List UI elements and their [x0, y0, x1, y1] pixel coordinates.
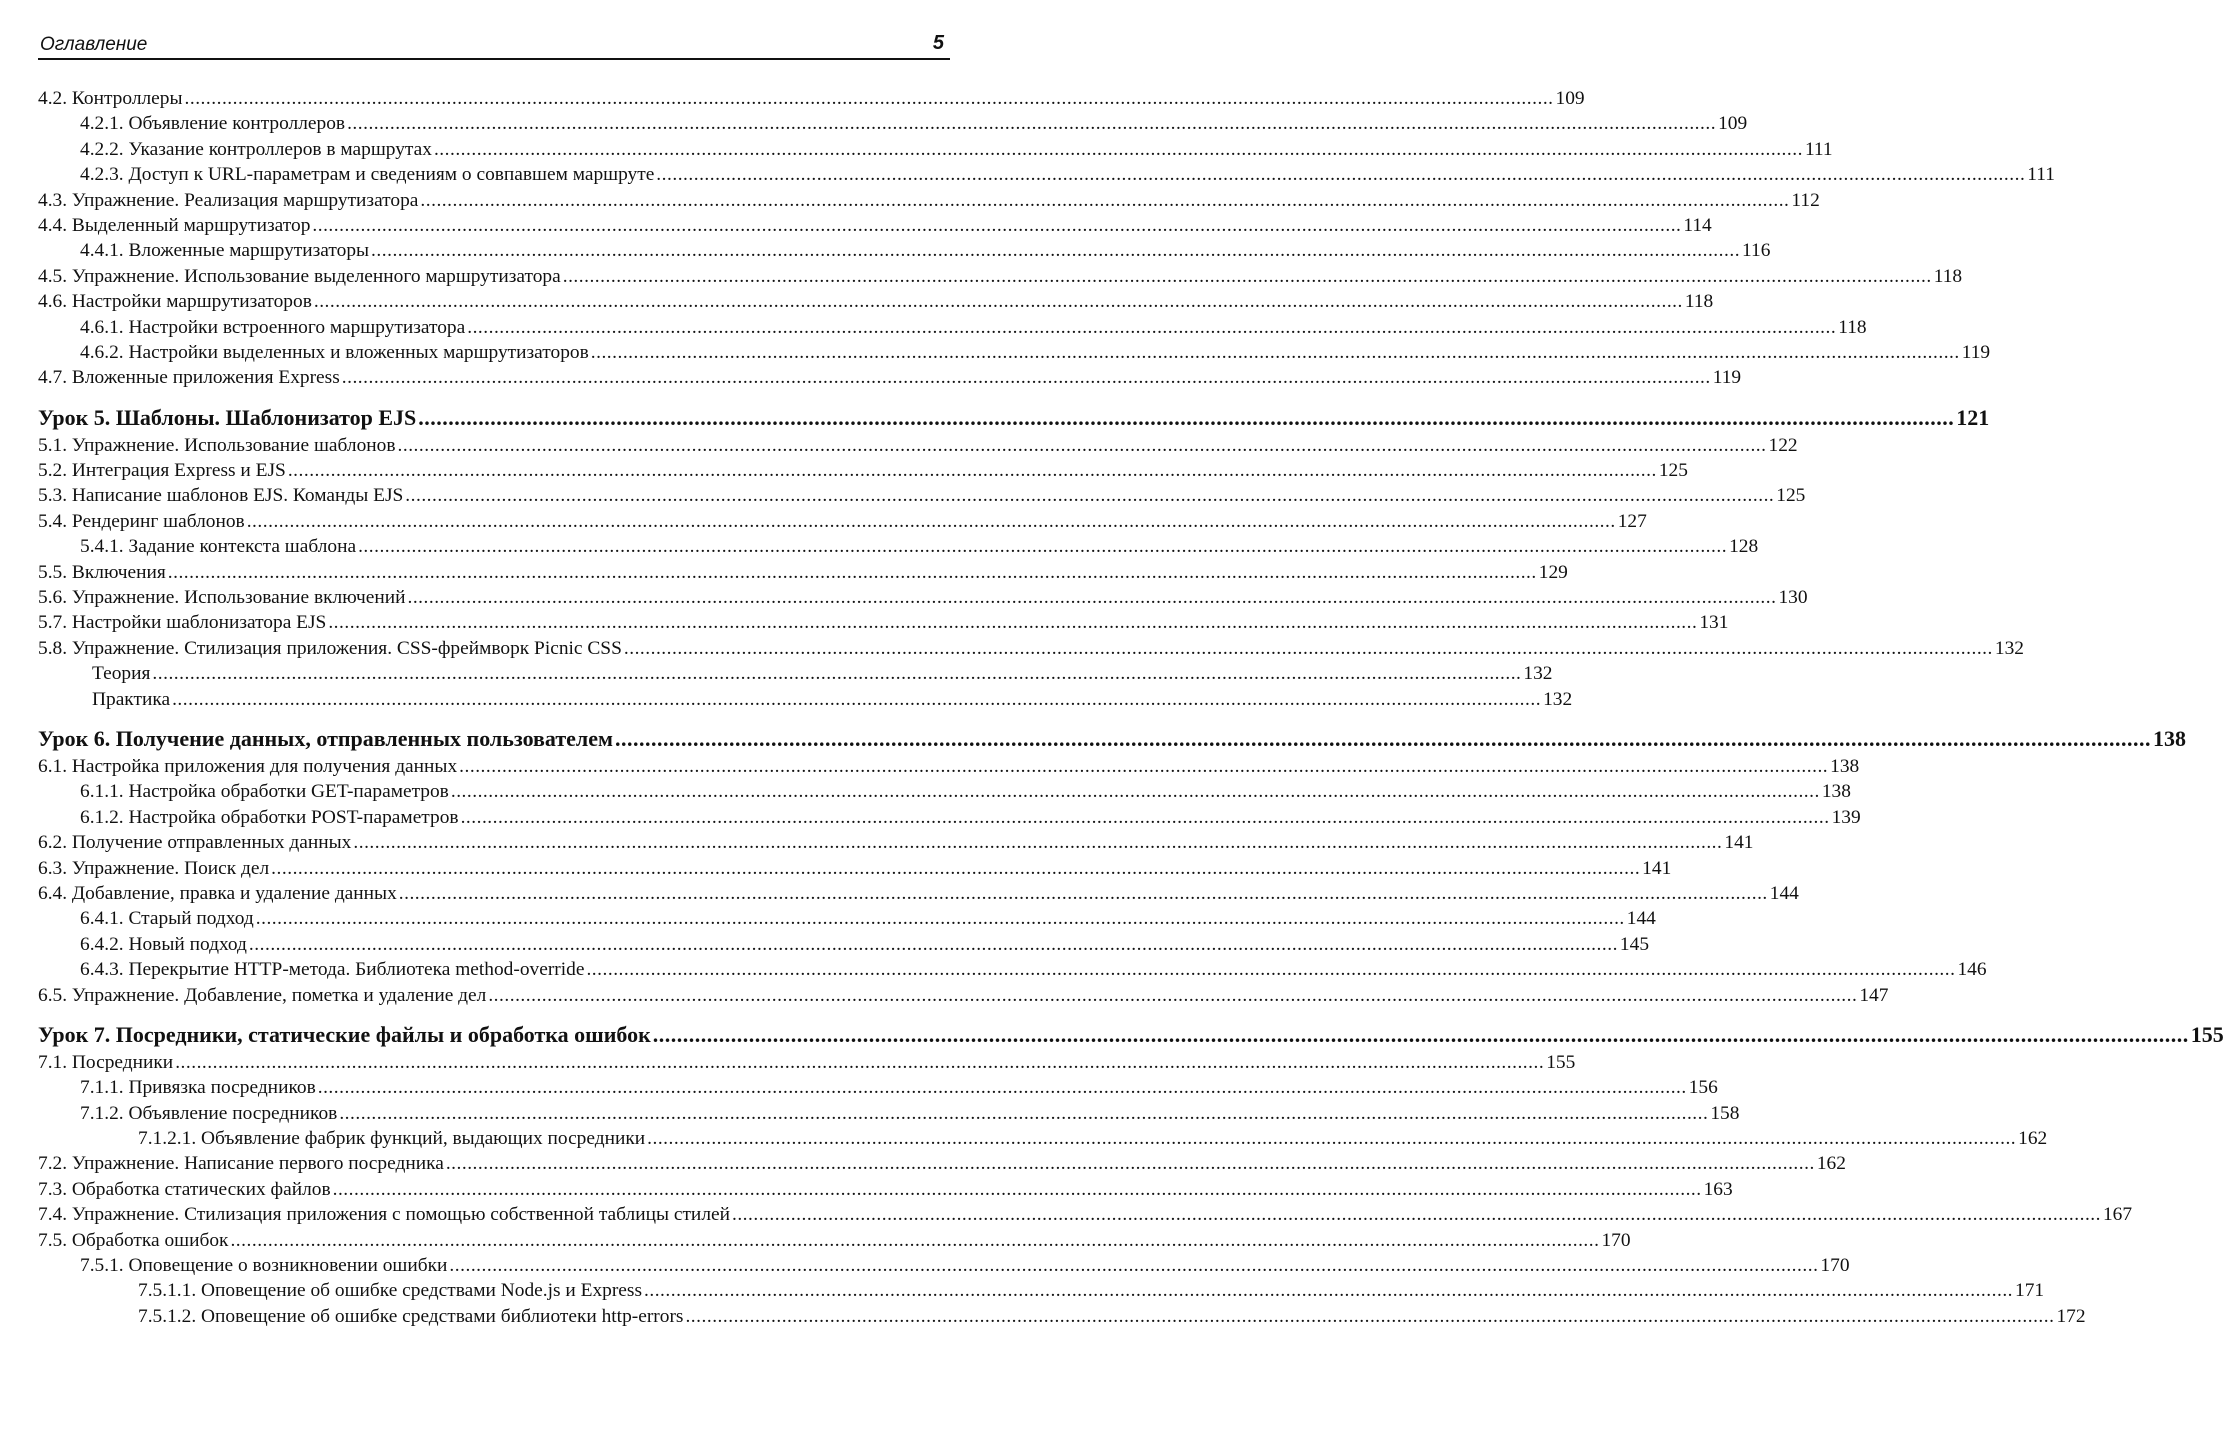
dot-leader: [256, 906, 1625, 931]
toc-entry-page: 138: [1821, 781, 1851, 803]
toc-entry-label: 4.2. Контроллеры: [38, 88, 183, 109]
dot-leader: [446, 1151, 1815, 1176]
toc-chapter-entry[interactable]: [38, 403, 1990, 433]
toc-entry-label: 7.5.1. Оповещение о возникновении ошибки: [80, 1255, 448, 1277]
toc-entry[interactable]: [38, 1228, 1631, 1253]
toc-entry-page: 172: [2056, 1305, 2086, 1327]
toc-entry-page: 167: [2102, 1204, 2133, 1226]
toc-entry[interactable]: [38, 1101, 1740, 1126]
dot-leader: [271, 856, 1640, 881]
toc-entry-page: 125: [1776, 485, 1806, 507]
toc-entry[interactable]: [38, 188, 1820, 213]
toc-entry-label: 7.3. Обработка статических файлов: [38, 1178, 331, 1200]
toc-entry-label: 6.4.1. Старый подход: [80, 908, 254, 930]
page-number: 5: [932, 32, 944, 54]
toc-entry[interactable]: [38, 779, 1851, 804]
dot-leader: [461, 805, 1830, 830]
toc-entry[interactable]: [38, 137, 1833, 162]
toc-entry[interactable]: [38, 1177, 1733, 1202]
dot-leader: [685, 1304, 2054, 1329]
toc-entry-label: Урок 6. Получение данных, отправленных пользователем: [38, 725, 614, 751]
dot-leader: [398, 433, 1767, 458]
toc-entry-label: 6.3. Упражнение. Поиск дел: [38, 857, 270, 879]
toc-chapter-entry[interactable]: [38, 1020, 2224, 1050]
dot-leader: [732, 1202, 2101, 1227]
toc-entry[interactable]: [38, 1151, 1846, 1176]
toc-entry-label: 6.2. Получение отправленных данных: [38, 832, 352, 854]
dot-leader: [420, 188, 1789, 213]
toc-entry-label: 5.3. Написание шаблонов EJS. Команды EJS: [38, 485, 404, 507]
dot-leader: [563, 264, 1932, 289]
dot-leader: [288, 458, 1657, 483]
toc-entry-page: 130: [1778, 587, 1808, 609]
toc-entry-label: 7.5. Обработка ошибок: [38, 1229, 229, 1251]
dot-leader: [230, 1228, 1599, 1253]
toc-entry-label: 6.5. Упражнение. Добавление, пометка и удаление дел: [38, 984, 487, 1006]
dot-leader: [467, 315, 1836, 340]
toc-entry-label: 7.4. Упражнение. Стилизация приложения с помощью собственной таблицы стилей: [38, 1204, 730, 1226]
toc-entry-page: 162: [2018, 1128, 2048, 1150]
toc-entry-label: 5.8. Упражнение. Стилизация приложения. CSS-фреймворк Picnic CSS: [38, 637, 622, 659]
toc-entry-page: 171: [2015, 1280, 2045, 1302]
toc-entry-label: 7.1.2.1. Объявление фабрик функций, выдающих посредники: [138, 1128, 646, 1150]
toc-entry[interactable]: [38, 1253, 1850, 1278]
toc-entry[interactable]: [38, 881, 1799, 906]
toc-entry[interactable]: [38, 805, 1861, 830]
toc-entry-page: 155: [2190, 1021, 2224, 1047]
toc-entry-label: 5.4.1. Задание контекста шаблона: [80, 536, 357, 558]
dot-leader: [172, 687, 1541, 712]
toc-entry-page: 144: [1626, 908, 1656, 930]
toc-entry-page: 112: [1791, 189, 1820, 211]
toc-entry-label: 7.5.1.2. Оповещение об ошибке средствами библиотеки http-errors: [138, 1305, 684, 1327]
toc-entry-page: 111: [2027, 164, 2055, 186]
toc-entry-page: 129: [1538, 561, 1568, 583]
toc-entry[interactable]: [38, 1202, 2133, 1227]
toc-entry-page: 122: [1768, 434, 1798, 456]
toc-entry-label: 4.2.1. Объявление контроллеров: [80, 113, 346, 135]
toc-entry[interactable]: [38, 483, 1806, 508]
toc-entry[interactable]: [38, 754, 1860, 779]
toc-entry[interactable]: [38, 585, 1808, 610]
toc-entry-page: 111: [1804, 138, 1833, 160]
toc-entry[interactable]: [38, 315, 1867, 340]
toc-entry-label: Урок 5. Шаблоны. Шаблонизатор EJS: [38, 404, 417, 430]
dot-leader: [653, 1020, 2189, 1050]
toc-entry-label: 4.6.1. Настройки встроенного маршрутизатора: [80, 316, 466, 338]
toc-entry[interactable]: [38, 983, 1889, 1008]
toc-entry-page: 114: [1683, 214, 1712, 236]
toc-entry-page: 170: [1601, 1229, 1631, 1251]
toc-entry-page: 132: [1543, 688, 1573, 710]
toc-entry[interactable]: [38, 1075, 1718, 1100]
toc-entry[interactable]: [38, 1304, 2086, 1329]
toc-entry-label: 4.3. Упражнение. Реализация маршрутизатора: [38, 189, 419, 211]
toc-entry-page: 132: [1523, 663, 1553, 685]
dot-leader: [459, 754, 1828, 779]
toc-entry-page: 109: [1718, 113, 1748, 135]
dot-leader: [314, 289, 1683, 314]
toc-entry[interactable]: [38, 1278, 2045, 1303]
toc-entry-page: 144: [1769, 882, 1799, 904]
dot-leader: [647, 1126, 2016, 1151]
toc-entry[interactable]: [38, 610, 1729, 635]
toc-chapter-entry[interactable]: [38, 724, 2187, 754]
page-header: [38, 32, 950, 60]
toc-entry-label: 7.1. Посредники: [38, 1051, 174, 1073]
dot-leader: [328, 610, 1697, 635]
toc-entry-label: 6.1.1. Настройка обработки GET-параметров: [80, 781, 449, 803]
dot-leader: [624, 636, 1993, 661]
toc-entry-label: 4.5. Упражнение. Использование выделенного маршрутизатора: [38, 265, 561, 287]
toc-entry-label: 5.6. Упражнение. Использование включений: [38, 587, 406, 609]
dot-leader: [318, 1075, 1687, 1100]
toc-entry-page: 155: [1546, 1051, 1576, 1073]
toc-entry[interactable]: [38, 661, 1553, 686]
toc-entry[interactable]: [38, 111, 1748, 136]
toc-entry[interactable]: [38, 830, 1754, 855]
toc-entry-page: 162: [1816, 1153, 1846, 1175]
toc-entry[interactable]: [38, 534, 1759, 559]
section-title: Оглавление: [40, 34, 148, 55]
toc-entry-page: 141: [1642, 857, 1672, 879]
toc-entry[interactable]: [38, 86, 1585, 111]
dot-leader: [586, 957, 1955, 982]
dot-leader: [488, 983, 1857, 1008]
toc-entry-label: 5.1. Упражнение. Использование шаблонов: [38, 434, 396, 456]
dot-leader: [152, 661, 1521, 686]
dot-leader: [405, 483, 1774, 508]
table-of-contents: [38, 86, 2224, 1329]
toc-entry-label: 7.1.2. Объявление посредников: [80, 1102, 338, 1124]
dot-leader: [451, 779, 1820, 804]
dot-leader: [434, 137, 1803, 162]
toc-entry[interactable]: [38, 856, 1672, 881]
toc-entry-page: 118: [1838, 316, 1867, 338]
toc-entry-label: 7.1.1. Привязка посредников: [80, 1077, 316, 1099]
toc-entry-label: Урок 7. Посредники, статические файлы и обработка ошибок: [38, 1021, 651, 1047]
toc-entry[interactable]: [38, 340, 1991, 365]
dot-leader: [312, 213, 1681, 238]
toc-entry[interactable]: [38, 1050, 1576, 1075]
toc-entry[interactable]: [38, 162, 2055, 187]
toc-entry-label: 5.4. Рендеринг шаблонов: [38, 510, 245, 532]
toc-entry-page: 139: [1831, 806, 1861, 828]
dot-leader: [249, 932, 1618, 957]
toc-entry-label: 5.5. Включения: [38, 561, 166, 583]
dot-leader: [418, 403, 1954, 433]
toc-entry-page: 145: [1619, 933, 1650, 955]
toc-entry-page: 118: [1933, 265, 1963, 287]
toc-entry-label: 4.6.2. Настройки выделенных и вложенных маршрутизаторов: [80, 341, 589, 363]
toc-entry-page: 138: [1830, 755, 1860, 777]
dot-leader: [449, 1253, 1818, 1278]
toc-entry-page: 127: [1617, 510, 1647, 532]
toc-entry-label: 4.2.2. Указание контроллеров в маршрутах: [80, 138, 432, 160]
toc-entry[interactable]: [38, 509, 1647, 534]
toc-entry-label: 4.2.3. Доступ к URL-параметрам и сведениям о совпавшем маршруте: [80, 164, 655, 186]
toc-entry-page: 116: [1742, 240, 1771, 262]
toc-entry[interactable]: [38, 687, 1573, 712]
dot-leader: [407, 585, 1776, 610]
dot-leader: [358, 534, 1727, 559]
toc-entry-page: 118: [1684, 291, 1714, 313]
toc-entry-label: 6.4.3. Перекрытие HTTP-метода. Библиотека method-override: [80, 959, 585, 981]
toc-entry-page: 119: [1961, 341, 1991, 363]
dot-leader: [353, 830, 1722, 855]
toc-entry[interactable]: [38, 1126, 2048, 1151]
dot-leader: [399, 881, 1768, 906]
toc-entry[interactable]: [38, 906, 1656, 931]
toc-entry-label: 4.4. Выделенный маршрутизатор: [38, 214, 311, 236]
toc-entry-page: 109: [1555, 88, 1585, 109]
dot-leader: [175, 1050, 1544, 1075]
dot-leader: [656, 162, 2025, 187]
toc-entry-label: 5.7. Настройки шаблонизатора EJS: [38, 612, 327, 634]
toc-entry-page: 141: [1724, 832, 1754, 854]
dot-leader: [339, 1101, 1708, 1126]
dot-leader: [333, 1177, 1702, 1202]
dot-leader: [347, 111, 1716, 136]
toc-entry-label: 4.6. Настройки маршрутизаторов: [38, 291, 312, 313]
toc-entry-label: 7.2. Упражнение. Написание первого посредника: [38, 1153, 444, 1175]
toc-entry-page: 147: [1859, 984, 1889, 1006]
dot-leader: [615, 724, 2151, 754]
toc-entry-page: 128: [1729, 536, 1759, 558]
toc-entry-label: 6.1. Настройка приложения для получения данных: [38, 755, 458, 777]
toc-entry-label: 5.2. Интеграция Express и EJS: [38, 460, 286, 482]
toc-entry-page: 156: [1688, 1077, 1718, 1099]
toc-entry-page: 146: [1957, 959, 1987, 981]
toc-entry-label: 6.4. Добавление, правка и удаление данных: [38, 882, 397, 904]
toc-entry-page: 132: [1994, 637, 2024, 659]
dot-leader: [591, 340, 1960, 365]
toc-entry[interactable]: [38, 636, 2024, 661]
toc-entry-label: 4.4.1. Вложенные маршрутизаторы: [80, 240, 370, 262]
dot-leader: [342, 365, 1711, 390]
toc-entry[interactable]: [38, 458, 1688, 483]
toc-entry-label: 6.1.2. Настройка обработки POST-параметров: [80, 806, 459, 828]
toc-entry-page: 170: [1820, 1255, 1850, 1277]
dot-leader: [644, 1278, 2013, 1303]
dot-leader: [247, 509, 1616, 534]
toc-entry[interactable]: [38, 365, 1742, 390]
toc-entry-page: 119: [1712, 367, 1742, 389]
toc-entry-page: 121: [1956, 404, 1990, 430]
dot-leader: [371, 238, 1740, 263]
toc-entry[interactable]: [38, 289, 1714, 314]
toc-entry-label: Теория: [92, 663, 151, 685]
toc-entry-page: 125: [1658, 460, 1688, 482]
toc-entry[interactable]: [38, 957, 1987, 982]
toc-entry-page: 138: [2153, 725, 2187, 751]
toc-entry[interactable]: [38, 560, 1568, 585]
dot-leader: [185, 86, 1554, 111]
toc-entry[interactable]: [38, 213, 1712, 238]
toc-entry[interactable]: [38, 264, 1963, 289]
toc-entry-label: 7.5.1.1. Оповещение об ошибке средствами Node.js и Express: [138, 1280, 643, 1302]
toc-entry[interactable]: [38, 238, 1771, 263]
toc-entry[interactable]: [38, 932, 1650, 957]
toc-entry-page: 158: [1710, 1102, 1740, 1124]
dot-leader: [168, 560, 1537, 585]
toc-entry[interactable]: [38, 433, 1798, 458]
toc-entry-label: 6.4.2. Новый подход: [80, 933, 247, 955]
toc-entry-page: 131: [1699, 612, 1729, 634]
toc-entry-label: 4.7. Вложенные приложения Express: [38, 367, 340, 389]
toc-entry-page: 163: [1703, 1178, 1733, 1200]
toc-entry-label: Практика: [92, 688, 171, 710]
